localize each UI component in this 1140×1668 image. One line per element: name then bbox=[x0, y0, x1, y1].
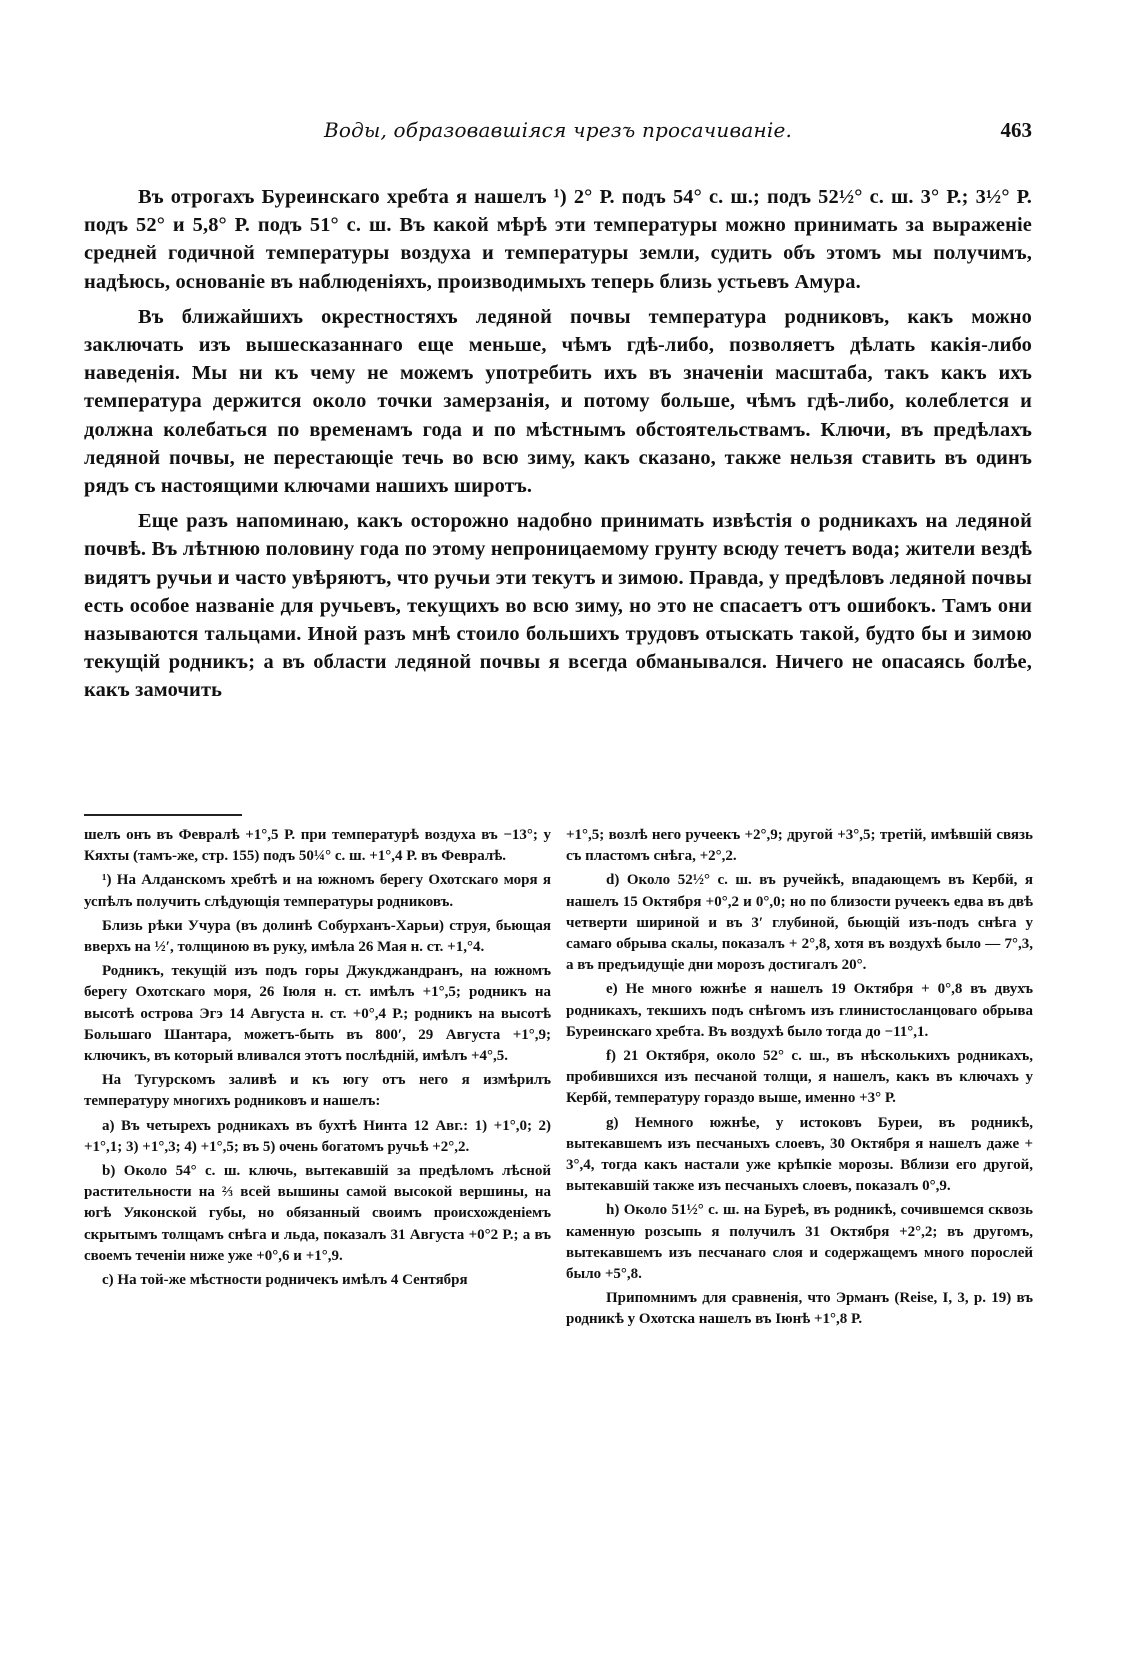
body-paragraph: Въ ближайшихъ окрестностяхъ ледяной почвы температура родниковъ, какъ можно заключать изъ вышесказаннаго еще меньше, чѣмъ гдѣ-либо, позволяетъ дѣлать какія-либо наведенія. Мы ни къ чему не можемъ употребить ихъ въ значеніи масштаба, такъ какъ ихъ температура держится около точки замерзанія, и потому больше, чѣмъ гдѣ-либо, колеблется и должна колебаться по временамъ года и по мѣстнымъ обстоятельствамъ. Ключи, въ предѣлахъ ледяной почвы, не перестающіе течь во всю зиму, какъ сказано, также нельзя ставить въ одинъ рядъ съ настоящими ключами нашихъ широтъ. bbox=[84, 305, 1032, 498]
footnote-paragraph: e) Не много южнѣе я нашелъ 19 Октября + 0°,8 въ двухъ родникахъ, текшихъ подъ снѣгомъ изъ глинистосланцоваго обрыва Буреинскаго хребта. Въ воздухѣ было тогда до −11°,1. bbox=[566, 981, 1033, 1040]
page-number: 463 bbox=[1000, 118, 1032, 142]
footnote-paragraph: +1°,5; возлѣ него ручеекъ +2°,9; другой +3°,5; третій, имѣвшій связь съ пластомъ снѣга, +2°,2. bbox=[566, 827, 1033, 865]
footnote-paragraph: Родникъ, текущій изъ подъ горы Джукджандранъ, на южномъ берегу Охотскаго моря, 26 Іюля н. ст. имѣлъ +1°,5; родникъ на высотѣ острова Эгэ 14 Августа н. ст. +0°,4 Р.; родникъ на высотѣ Большаго Шантара, можетъ-быть въ 800′, 29 Августа +1°,9; ключикъ, въ который вливался этотъ послѣдній, имѣлъ +4°,5. bbox=[84, 963, 551, 1065]
footnote-paragraph: g) Немного южнѣе, у истоковъ Буреи, въ родникѣ, вытекавшемъ изъ песчаныхъ слоевъ, 30 Октября я нашелъ даже + 3°,4, тогда какъ настали уже крѣпкіе морозы. Вблизи его другой, вытекавшій также изъ песчаныхъ слоевъ, показалъ 0°,9. bbox=[566, 1114, 1033, 1195]
footnote-paragraph: h) Около 51½° с. ш. на Буреѣ, въ родникѣ, сочившемся сквозь каменную розсыпь я получилъ 31 Октября +2°,2; въ другомъ, вытекавшемъ изъ песчанаго слоя и содержащемъ много порослей было +5°,8. bbox=[566, 1202, 1033, 1283]
footnote-paragraph: Припомнимъ для сравненія, что Эрманъ (Reise, I, 3, p. 19) въ родникѣ у Охотска нашелъ въ Іюнѣ +1°,8 Р. bbox=[566, 1290, 1033, 1328]
footnote-paragraph: d) Около 52½° с. ш. въ ручейкѣ, впадающемъ въ Кербй, я нашелъ 15 Октября +0°,2 и 0°,0; но по близости ручеекъ едва въ двѣ четверти шириной и въ 3′ глубиной, бьющій изъ-подъ снѣга у самаго обрыва скалы, показалъ + 2°,8, хотя въ воздухѣ было — 7°,3, а въ предъидущіе дни морозъ достигалъ 20°. bbox=[566, 872, 1033, 974]
footnote-paragraph: c) На той-же мѣстности родничекъ имѣлъ 4 Сентября bbox=[102, 1272, 468, 1289]
footnote-paragraph: шелъ онъ въ Февралѣ +1°,5 Р. при температурѣ воздуха въ −13°; у Кяхты (тамъ-же, стр. 155) подъ 50¼° с. ш. +1°,4 Р. въ Февралѣ. bbox=[84, 827, 551, 865]
footnote-paragraph: b) Около 54° с. ш. ключь, вытекавшій за предѣломъ лѣсной растительности на ⅔ всей вышины самой высокой вершины, на югѣ Уяконской губы, но обязанный своимъ происхожденіемъ скрытымъ толщамъ снѣга и льда, показалъ 31 Августа +0°2 Р.; а въ своемъ теченіи ниже уже +0°,6 и +1°,9. bbox=[84, 1163, 551, 1264]
footnote-paragraph: Близь рѣки Учура (въ долинѣ Собурханъ-Харьи) струя, бьющая вверхъ на ½′, толщиною въ руку, имѣла 26 Мая н. ст. +1,°4. bbox=[84, 917, 551, 956]
body-paragraph: Еще разъ напоминаю, какъ осторожно надобно принимать извѣстія о родникахъ на ледяной почвѣ. Въ лѣтнюю половину года по этому непроницаемому грунту всюду течетъ вода; жители вездѣ видятъ ручьи и часто увѣряютъ, что ручьи эти текутъ и зимою. Правда, у предѣловъ ледяной почвы есть особое названіе для ручьевъ, текущихъ во всю зиму, но это не спасаетъ отъ ошибокъ. Тамъ они называются тальцами. Иной разъ мнѣ стоило большихъ трудовъ отыскать такой, будто бы и зимою текущій родникъ; а въ области ледяной почвы я всегда обманывался. Ничего не опасаясь болѣе, какъ замочить bbox=[84, 510, 1032, 702]
footnote-paragraph: f) 21 Октября, около 52° с. ш., въ нѣсколькихъ родникахъ, пробившихся изъ песчаной толщи, я нашелъ, какъ въ ключахъ у Кербй, температуру гораздо выше, именно +3° Р. bbox=[566, 1048, 1033, 1107]
footnote-paragraph: На Тугурскомъ заливѣ и къ югу отъ него я измѣрилъ температуру многихъ родниковъ и нашелъ: bbox=[84, 1072, 551, 1110]
footnote-paragraph: a) Въ четырехъ родникахъ въ бухтѣ Нинта 12 Авг.: 1) +1°,0; 2) +1°,1; 3) +1°,3; 4) +1°,5; въ 5) очень богатомъ ручьѣ +2°,2. bbox=[84, 1117, 551, 1155]
running-header bbox=[84, 118, 1032, 150]
body-paragraph: Въ отрогахъ Буреинскаго хребта я нашелъ ¹) 2° Р. подъ 54° с. ш.; подъ 52½° с. ш. 3° Р.; 3½° Р. подъ 52° и 5,8° Р. подъ 51° с. ш. Въ какой мѣрѣ эти температуры можно принимать за выраженіе средней годичной температуры воздуха и температуры земли, судить объ этомъ мы получимъ, надѣюсь, основаніе въ наблюденіяхъ, производимыхъ теперь близь устьевъ Амура. bbox=[84, 186, 1032, 293]
footnote-separator-rule bbox=[84, 814, 242, 816]
footnotes-right-column bbox=[566, 825, 1033, 1334]
footnote-paragraph: ¹) На Алданскомъ хребтѣ и на южномъ берегу Охотскаго моря я успѣлъ получить слѣдующія температуры родниковъ. bbox=[84, 872, 551, 910]
footnotes-left-column bbox=[84, 825, 551, 1294]
main-body-text bbox=[84, 183, 1032, 712]
running-title: Воды, образовавшіяся чрезъ просачиваніе. bbox=[323, 118, 793, 142]
